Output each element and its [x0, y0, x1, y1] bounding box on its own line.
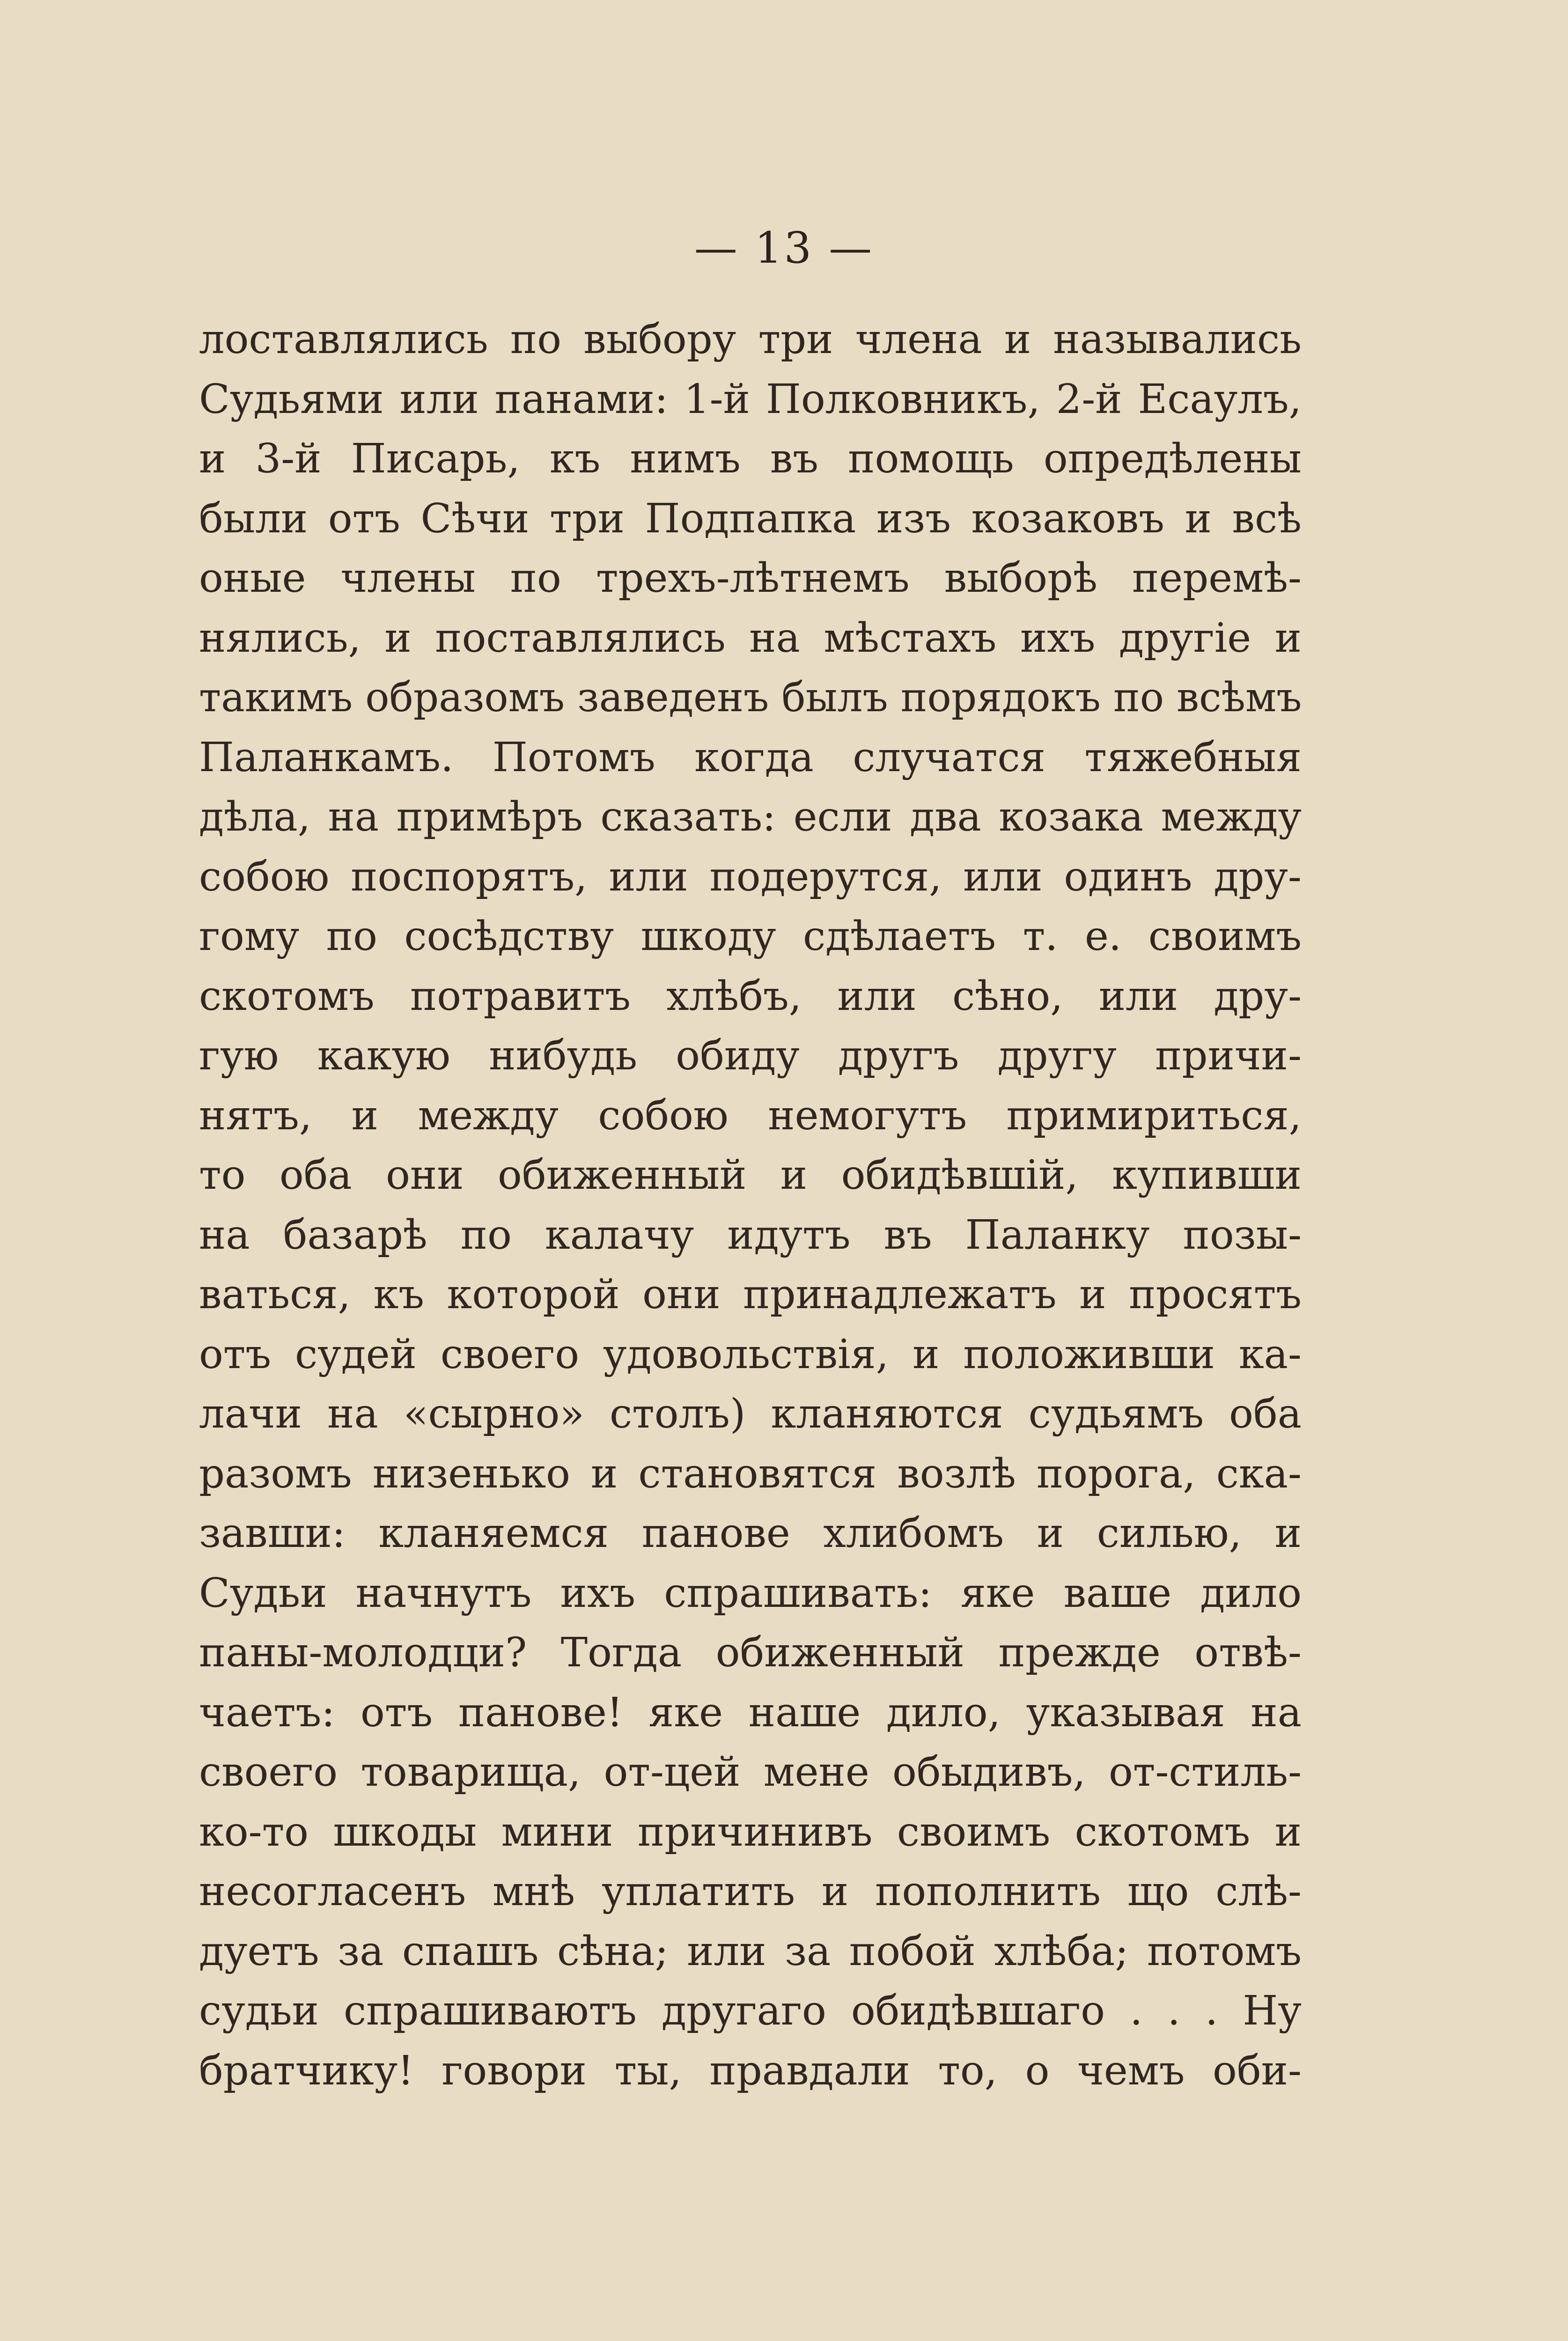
- text-line: Судьями или панами: 1-й Полковникъ, 2-й Есаулъ,: [199, 375, 1302, 423]
- text-line: Судьи начнутъ ихъ спрашивать: яке ваше дило: [199, 1569, 1302, 1617]
- text-line: и 3-й Писарь, къ нимъ въ помощь опредѣлены: [199, 435, 1302, 482]
- text-line: были отъ Сѣчи три Подпапка изъ козаковъ и всѣ: [199, 495, 1302, 542]
- text-line: собою поспорятъ, или подерутся, или одинъ дру-: [199, 853, 1302, 900]
- text-line: гую какую нибудь обиду другъ другу причи-: [199, 1032, 1302, 1079]
- text-line: своего товарища, от-цей мене обыдивъ, от-стиль-: [199, 1749, 1302, 1796]
- text-line: паны-молодци? Тогда обиженный прежде отвѣ-: [199, 1629, 1302, 1676]
- text-line: такимъ образомъ заведенъ былъ порядокъ по всѣмъ: [199, 674, 1302, 721]
- body-text: [199, 310, 1302, 2101]
- text-line: судьи спрашиваютъ другаго обидѣвшаго . . . Ну: [199, 1988, 1302, 2034]
- text-line: лоставлялись по выбору три члена и назывались: [199, 316, 1302, 363]
- text-line: братчику! говори ты, правдали то, о чемъ оби-: [199, 2047, 1302, 2094]
- text-line: несогласенъ мнѣ уплатить и пополнить що слѣ-: [199, 1868, 1302, 1915]
- text-line: дѣла, на примѣръ сказать: если два козака между: [199, 794, 1302, 840]
- text-line: оные члены по трехъ-лѣтнемъ выборѣ перемѣ-: [199, 555, 1302, 602]
- text-line: нятъ, и между собою немогутъ примириться,: [199, 1092, 1302, 1139]
- page-number: — 13 —: [694, 223, 874, 273]
- text-line: дуетъ за спашъ сѣна; или за побой хлѣба; потомъ: [199, 1928, 1302, 1975]
- text-line: гому по сосѣдству шкоду сдѣлаетъ т. е. своимъ: [199, 913, 1302, 960]
- text-line: отъ судей своего удовольствія, и положивши ка-: [199, 1331, 1302, 1378]
- text-line: то оба они обиженный и обидѣвшій, купивши: [199, 1152, 1302, 1199]
- text-line: ваться, къ которой они принадлежатъ и просятъ: [199, 1271, 1302, 1318]
- text-line: лачи на «сырно» столъ) кланяются судьямъ оба: [199, 1391, 1302, 1437]
- text-line: ко-то шкоды мини причинивъ своимъ скотомъ и: [199, 1808, 1302, 1855]
- text-line: Паланкамъ. Потомъ когда случатся тяжебныя: [199, 734, 1302, 781]
- text-line: нялись, и поставлялись на мѣстахъ ихъ другіе и: [199, 614, 1302, 662]
- text-line: скотомъ потравитъ хлѣбъ, или сѣно, или дру-: [199, 972, 1302, 1020]
- text-line: разомъ низенько и становятся возлѣ порога, ска-: [199, 1450, 1302, 1497]
- text-line: чаетъ: отъ панове! яке наше дило, указывая на: [199, 1689, 1302, 1736]
- text-line: завши: кланяемся панове хлибомъ и силью, и: [199, 1510, 1302, 1557]
- text-line: на базарѣ по калачу идутъ въ Паланку позы-: [199, 1211, 1302, 1259]
